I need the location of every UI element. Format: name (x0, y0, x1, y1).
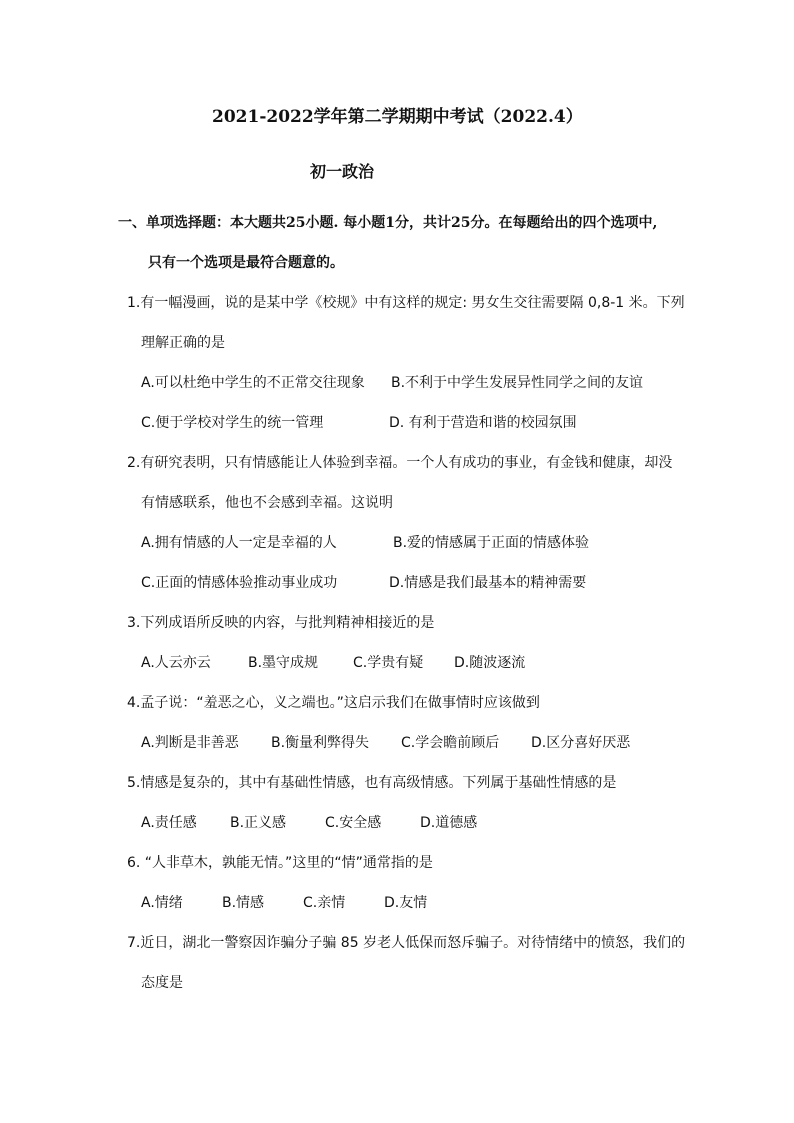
question-1-option-c: C.便于学校对学生的统一管理 (141, 415, 324, 431)
question-1-option-d: D. 有利于营造和谐的校园氛围 (389, 415, 577, 431)
question-3-option-b: B.墨守成规 (248, 655, 319, 671)
question-3-stem: 3.下列成语所反映的内容，与批判精神相接近的是 (127, 615, 435, 631)
question-1-option-b: B.不利于中学生发展异性同学之间的友谊 (391, 375, 644, 391)
question-5-option-d: D.道德感 (420, 815, 478, 831)
question-1-stem-line-2: 理解正确的是 (141, 335, 225, 351)
exam-subject: 初一政治 (310, 162, 375, 181)
question-5-option-c: C.安全感 (325, 815, 382, 831)
question-1-option-a: A.可以杜绝中学生的不正常交往现象 (141, 375, 365, 391)
question-3-option-a: A.人云亦云 (141, 655, 211, 671)
question-4-option-b: B.衡量利弊得失 (271, 735, 370, 751)
question-1-stem-line-1: 1.有一幅漫画，说的是某中学《校规》中有这样的规定: 男女生交往需要隔 0,8-1 米。下列 (127, 295, 685, 311)
question-7-stem-line-2: 态度是 (141, 975, 183, 991)
question-6-option-b: B.情感 (222, 895, 265, 911)
question-2-stem-line-2: 有情感联系，他也不会感到幸福。这说明 (141, 495, 393, 511)
question-6-option-a: A.情绪 (141, 895, 183, 911)
question-3-option-c: C.学贵有疑 (353, 655, 424, 671)
question-2-option-d: D.情感是我们最基本的精神需要 (389, 575, 587, 591)
question-3-option-d: D.随波逐流 (454, 655, 526, 671)
question-4-option-c: C.学会瞻前顾后 (401, 735, 500, 751)
question-6-option-d: D.友情 (384, 895, 428, 911)
question-5-option-b: B.正义感 (230, 815, 287, 831)
question-2-option-c: C.正面的情感体验推动事业成功 (141, 575, 338, 591)
exam-title: 2021-2022学年第二学期期中考试（2022.4） (212, 107, 583, 127)
question-6-stem: 6. “人非草木，孰能无情。”这里的“情”通常指的是 (127, 855, 433, 871)
question-7-stem-line-1: 7.近日，湖北一警察因诈骗分子骗 85 岁老人低保而怒斥骗子。对待情绪中的愤怒，我们的 (127, 935, 686, 951)
question-5-option-a: A.责任感 (141, 815, 197, 831)
question-2-option-b: B.爱的情感属于正面的情感体验 (393, 535, 590, 551)
question-4-stem: 4.孟子说：“羞恶之心，义之端也。”这启示我们在做事情时应该做到 (127, 695, 540, 711)
question-6-option-c: C.亲情 (303, 895, 346, 911)
question-4-option-a: A.判断是非善恶 (141, 735, 239, 751)
question-5-stem: 5.情感是复杂的，其中有基础性情感，也有高级情感。下列属于基础性情感的是 (127, 775, 617, 791)
section-heading-line-2: 只有一个选项是最符合题意的。 (148, 255, 344, 271)
question-2-stem-line-1: 2.有研究表明，只有情感能让人体验到幸福。一个人有成功的事业，有金钱和健康，却没 (127, 455, 673, 471)
section-heading-line-1: 一、单项选择题：本大题共25小题. 每小题1分，共计25分。在每题给出的四个选项中, (118, 215, 658, 231)
question-2-option-a: A.拥有情感的人一定是幸福的人 (141, 535, 337, 551)
question-4-option-d: D.区分喜好厌恶 (531, 735, 631, 751)
